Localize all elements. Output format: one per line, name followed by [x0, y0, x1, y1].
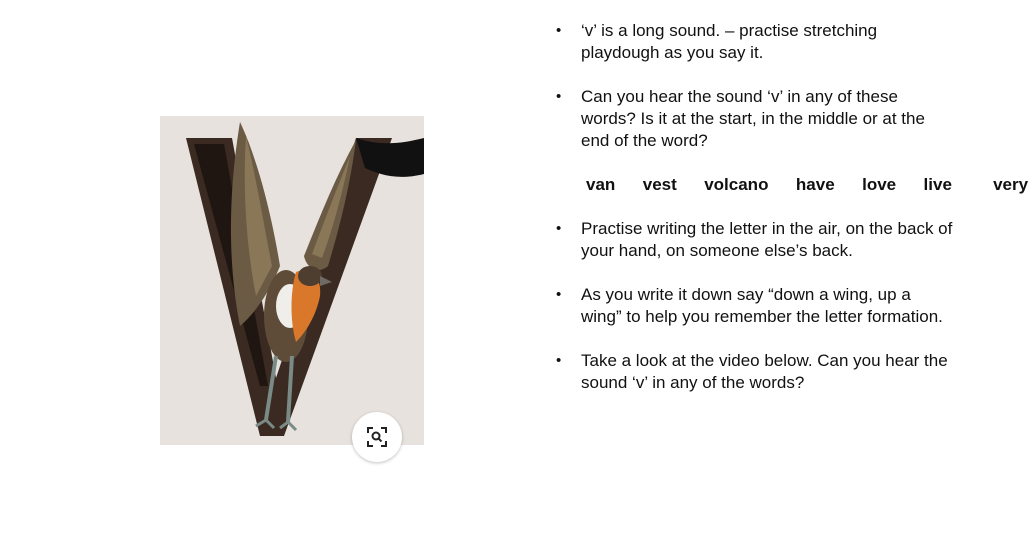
instruction-text-4: As you write it down say “down a wing, up a wing” to help you remember the letter formation.: [581, 285, 943, 326]
image-search-icon: [366, 426, 388, 448]
instruction-text-3: Practise writing the letter in the air, on the back of your hand, on someone else’s back.: [581, 219, 953, 260]
bullet-glyph: •: [556, 352, 562, 369]
bullet-glyph: •: [556, 286, 562, 303]
instruction-list: [556, 20, 956, 394]
example-word-list: van vest volcano have love live very: [586, 175, 1028, 194]
instruction-item-2: [556, 86, 956, 152]
instruction-item-1: [556, 20, 956, 64]
instruction-item-3: [556, 218, 956, 262]
instruction-text-5: Take a look at the video below. Can you hear the sound ‘v’ in any of the words?: [581, 351, 948, 392]
letter-v-bird-illustration: [160, 116, 424, 445]
bullet-glyph: •: [556, 220, 562, 237]
instruction-item-5: [556, 350, 956, 394]
instruction-text-1: ‘v’ is a long sound. – practise stretching playdough as you say it.: [581, 21, 878, 62]
instruction-item-4: [556, 284, 956, 328]
image-search-button[interactable]: [352, 412, 402, 462]
bullet-glyph: •: [556, 88, 562, 105]
instruction-text-2: Can you hear the sound ‘v’ in any of these words? Is it at the start, in the middle or at the end of the word?: [581, 87, 925, 150]
bullet-glyph: •: [556, 22, 562, 39]
